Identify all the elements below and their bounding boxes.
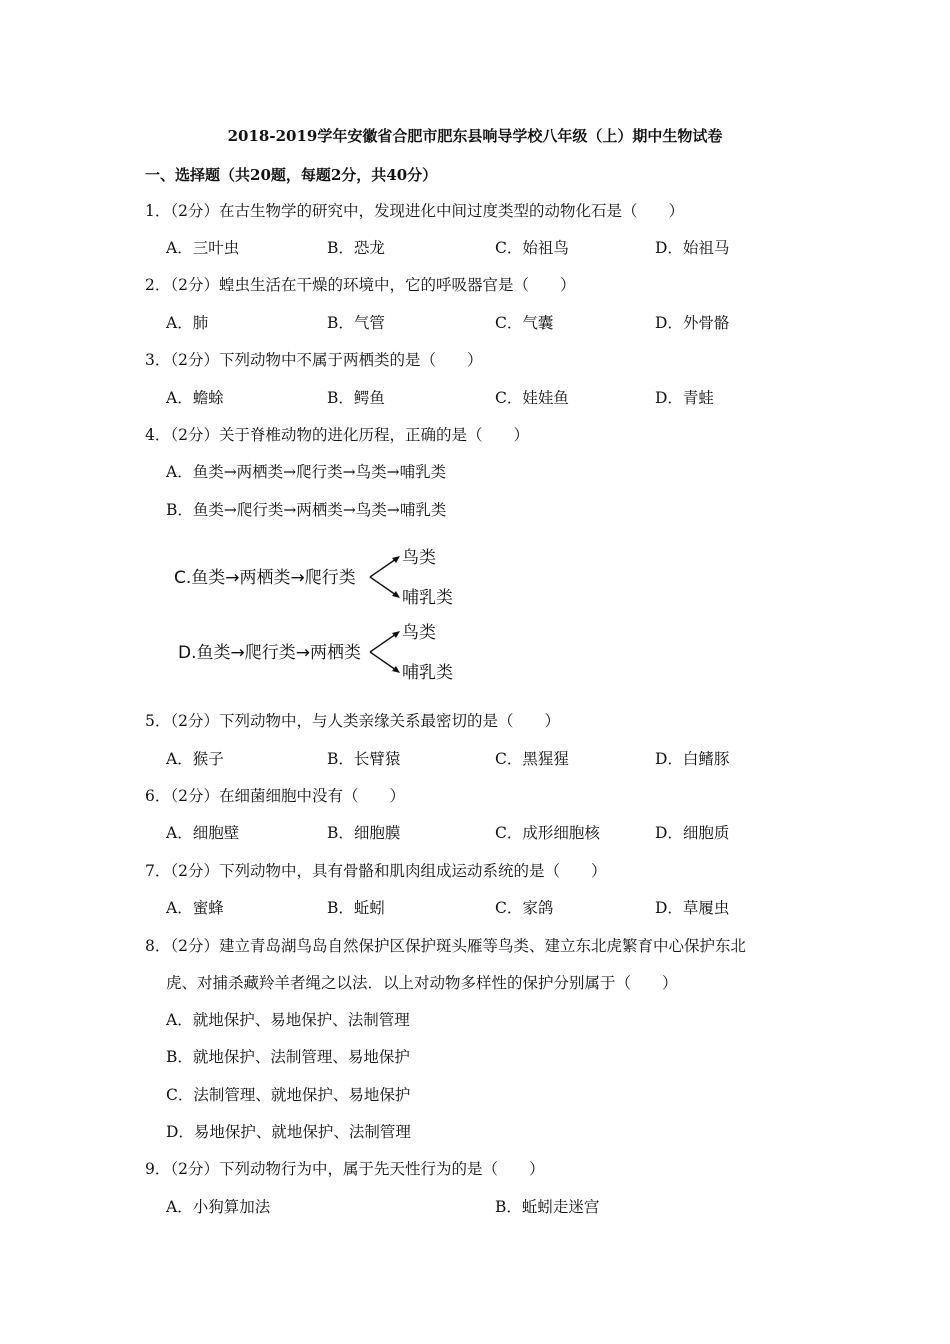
question-8-stem-line-1: 8．（2分）建立青岛湖鸟岛自然保护区保护斑头雁等鸟类、建立东北虎繁育中心保护东北 [145, 937, 746, 955]
question-1-stem: 1．（2分）在古生物学的研究中，发现进化中间过度类型的动物化石是（ ） [145, 202, 684, 220]
q6-option-b: B．细胞膜 [327, 824, 401, 842]
question-6-stem: 6．（2分）在细菌细胞中没有（ ） [145, 787, 405, 805]
q8-option-c: C．法制管理、就地保护、易地保护 [166, 1086, 411, 1104]
diagram-d-chain: D.鱼类→爬行类→两栖类 [178, 643, 361, 663]
q2-option-a: A．肺 [166, 314, 209, 332]
q5-option-c: C．黑猩猩 [495, 750, 569, 768]
question-5-stem: 5．（2分）下列动物中，与人类亲缘关系最密切的是（ ） [145, 712, 560, 730]
question-9-stem: 9．（2分）下列动物行为中，属于先天性行为的是（ ） [145, 1160, 545, 1178]
q1-option-c: C．始祖鸟 [495, 239, 569, 257]
q2-option-b: B．气管 [327, 314, 385, 332]
question-3-stem: 3．（2分）下列动物中不属于两栖类的是（ ） [145, 351, 483, 369]
q1-option-b: B．恐龙 [327, 239, 385, 257]
q4-option-a: A．鱼类→两栖类→爬行类→鸟类→哺乳类 [166, 463, 447, 481]
q4-option-c-diagram [170, 545, 470, 611]
q5-option-a: A．猴子 [166, 750, 224, 768]
q4-option-d-diagram [170, 620, 470, 686]
q8-option-d: D．易地保护、就地保护、法制管理 [166, 1123, 411, 1141]
diagram-d-top: 鸟类 [402, 623, 436, 643]
q9-option-a: A．小狗算加法 [166, 1198, 271, 1216]
question-2-stem: 2．（2分）蝗虫生活在干燥的环境中，它的呼吸器官是（ ） [145, 276, 576, 294]
question-7-stem: 7．（2分）下列动物中，具有骨骼和肌肉组成运动系统的是（ ） [145, 862, 607, 880]
q2-option-c: C．气囊 [495, 314, 554, 332]
q7-option-b: B．蚯蚓 [327, 899, 385, 917]
q3-option-c: C．娃娃鱼 [495, 389, 569, 407]
q1-option-d: D．始祖马 [655, 239, 730, 257]
diagram-c-top: 鸟类 [402, 548, 436, 568]
section-heading: 一、选择题（共20题，每题2分，共40分） [145, 166, 438, 184]
q5-option-b: B．长臂猿 [327, 750, 401, 768]
q3-option-d: D．青蛙 [655, 389, 714, 407]
q8-option-b: B．就地保护、法制管理、易地保护 [166, 1048, 410, 1066]
exam-title: 2018-2019学年安徽省合肥市肥东县响导学校八年级（上）期中生物试卷 [227, 127, 723, 145]
diagram-c-chain: C.鱼类→两栖类→爬行类 [174, 568, 356, 588]
diagram-c-bottom: 哺乳类 [402, 588, 453, 608]
q3-option-a: A．蟾蜍 [166, 389, 224, 407]
q5-option-d: D．白鳍豚 [655, 750, 730, 768]
q8-option-a: A．就地保护、易地保护、法制管理 [166, 1011, 410, 1029]
diagram-d-bottom: 哺乳类 [402, 663, 453, 683]
q1-option-a: A．三叶虫 [166, 239, 240, 257]
q2-option-d: D．外骨骼 [655, 314, 730, 332]
q7-option-d: D．草履虫 [655, 899, 730, 917]
q7-option-a: A．蜜蜂 [166, 899, 224, 917]
q6-option-d: D．细胞质 [655, 824, 730, 842]
q6-option-c: C．成形细胞核 [495, 824, 600, 842]
q7-option-c: C．家鸽 [495, 899, 554, 917]
q4-option-b: B．鱼类→爬行类→两栖类→鸟类→哺乳类 [166, 501, 447, 519]
q6-option-a: A．细胞壁 [166, 824, 240, 842]
q3-option-b: B．鳄鱼 [327, 389, 385, 407]
question-4-stem: 4．（2分）关于脊椎动物的进化历程，正确的是（ ） [145, 426, 529, 444]
question-8-stem-line-2: 虎、对捕杀藏羚羊者绳之以法．以上对动物多样性的保护分别属于（ ） [166, 974, 678, 992]
q9-option-b: B．蚯蚓走迷宫 [495, 1198, 600, 1216]
